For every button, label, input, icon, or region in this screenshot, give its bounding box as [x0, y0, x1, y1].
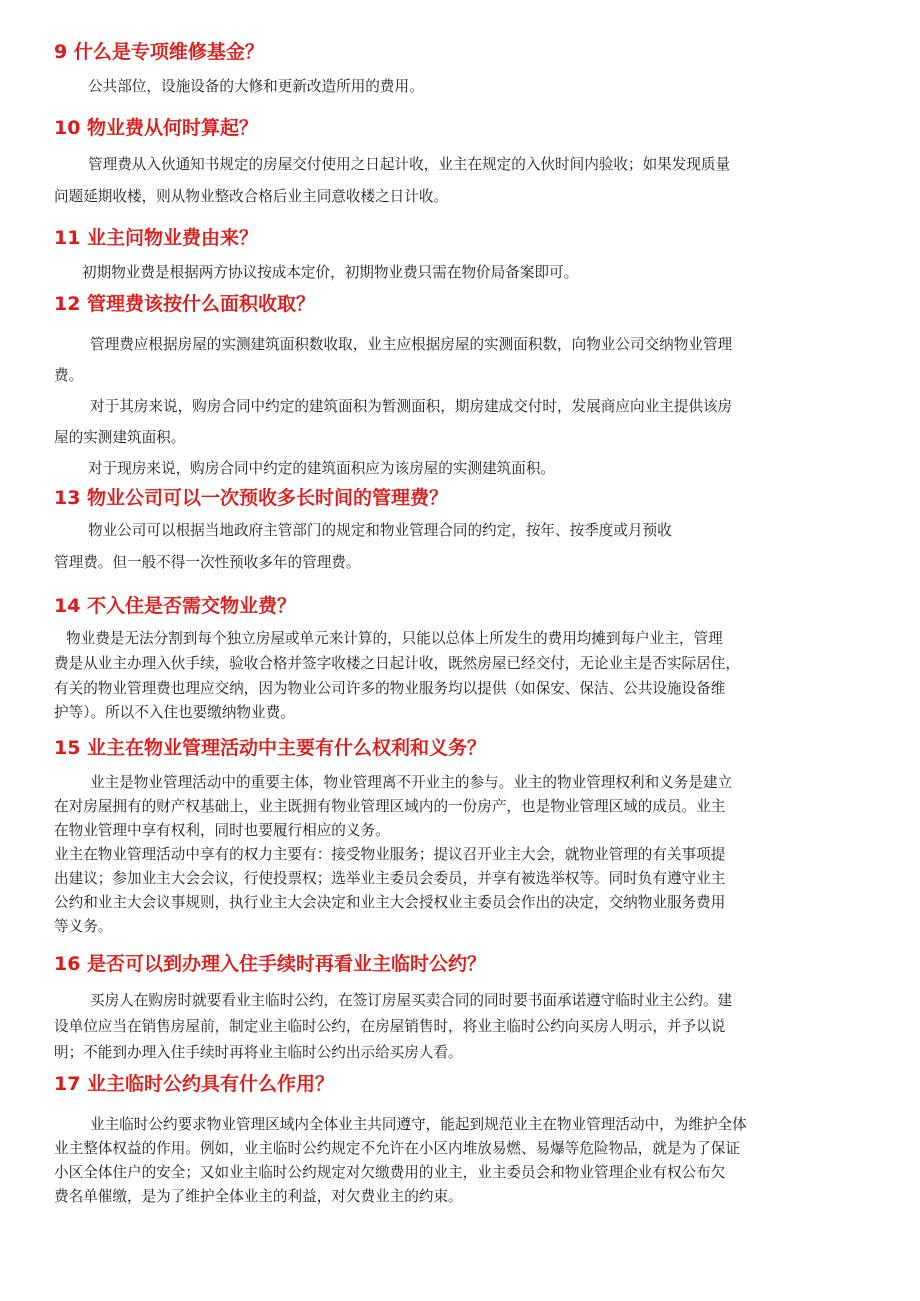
answer-line: 出建议；参加业主大会会议，行使投票权；选举业主委员会委员，并享有被选举权等。同时负有遵守业主: [54, 870, 726, 887]
answer-line: 管理费应根据房屋的实测建筑面积数收取，业主应根据房屋的实测面积数，向物业公司交纳物业管理: [90, 336, 733, 353]
answer-line: 有关的物业管理费也理应交纳，因为物业公司许多的物业服务均以提供（如保安、保洁、公共设施设备维: [54, 680, 726, 697]
answer-line: 小区全体住户的安全；又如业主临时公约规定对欠缴费用的业主，业主委员会和物业管理企业有权公布欠: [54, 1164, 726, 1181]
question-heading-16: 16 是否可以到办理入住手续时再看业主临时公约？: [54, 953, 487, 975]
answer-line: 公共部位，设施设备的大修和更新改造所用的费用。: [88, 78, 424, 95]
answer-line: 业主在物业管理活动中享有的权力主要有：接受物业服务；提议召开业主大会，就物业管理的有关事项提: [54, 846, 726, 863]
question-heading-11: 11 业主问物业费由来？: [54, 227, 259, 249]
answer-line: 物业费是无法分割到每个独立房屋或单元来计算的，只能以总体上所发生的费用均摊到每户业主，管理: [66, 630, 723, 647]
answer-line: 费名单催缴，是为了维护全体业主的利益，对欠费业主的约束。: [54, 1188, 463, 1205]
answer-line: 护等）。所以不入住也要缴纳物业费。: [54, 704, 295, 721]
answer-line: 在对房屋拥有的财产权基础上，业主既拥有物业管理区域内的一份房产，也是物业管理区域的成员。业主: [54, 798, 726, 815]
answer-line: 管理费。但一般不得一次性预收多年的管理费。: [54, 554, 361, 571]
answer-line: 公约和业主大会议事规则，执行业主大会决定和业主大会授权业主委员会作出的决定，交纳物业服务费用: [54, 894, 726, 911]
answer-line: 屋的实测建筑面积。: [54, 429, 186, 446]
answer-line: 业主是物业管理活动中的重要主体，物业管理离不开业主的参与。业主的物业管理权利和义务是建立: [90, 774, 733, 791]
answer-line: 对于现房来说，购房合同中约定的建筑面积应为该房屋的实测建筑面积。: [88, 460, 556, 477]
answer-line: 初期物业费是根据两方协议按成本定价，初期物业费只需在物价局备案即可。: [82, 264, 579, 281]
answer-line: 明；不能到办理入住手续时再将业主临时公约出示给买房人看。: [54, 1044, 463, 1061]
answer-line: 管理费从入伙通知书规定的房屋交付使用之日起计收，业主在规定的入伙时间内验收；如果发现质量: [88, 156, 731, 173]
question-heading-15: 15 业主在物业管理活动中主要有什么权利和义务？: [54, 737, 487, 759]
answer-line: 设单位应当在销售房屋前，制定业主临时公约，在房屋销售时，将业主临时公约向买房人明示，并予以说: [54, 1018, 726, 1035]
answer-line: 业主整体权益的作用。例如，业主临时公约规定不允许在小区内堆放易燃、易爆等危险物品，就是为了保证: [54, 1140, 740, 1157]
question-heading-14: 14 不入住是否需交物业费？: [54, 595, 297, 617]
answer-line: 业主临时公约要求物业管理区域内全体业主共同遵守，能起到规范业主在物业管理活动中，为维护全体: [90, 1116, 747, 1133]
answer-line: 对于其房来说，购房合同中约定的建筑面积为暂测面积，期房建成交付时，发展商应向业主提供该房: [90, 398, 733, 415]
answer-line: 问题延期收楼，则从物业整改合格后业主同意收楼之日计收。: [54, 188, 449, 205]
answer-line: 买房人在购房时就要看业主临时公约，在签订房屋买卖合同的同时要书面承诺遵守临时业主公约。建: [90, 992, 733, 1009]
answer-line: 物业公司可以根据当地政府主管部门的规定和物业管理合同的约定，按年、按季度或月预收: [88, 522, 672, 539]
answer-line: 费是从业主办理入伙手续，验收合格并签字收楼之日起计收，既然房屋已经交付，无论业主是否实际居住，: [54, 655, 740, 672]
question-heading-9: 9 什么是专项维修基金？: [54, 41, 264, 63]
question-heading-17: 17 业主临时公约具有什么作用？: [54, 1073, 335, 1095]
answer-line: 等义务。: [54, 918, 113, 935]
question-heading-13: 13 物业公司可以一次预收多长时间的管理费？: [54, 487, 449, 509]
answer-line: 费。: [54, 367, 84, 384]
question-heading-10: 10 物业费从何时算起？: [54, 117, 259, 139]
answer-line: 在物业管理中享有权利，同时也要履行相应的义务。: [54, 822, 390, 839]
question-heading-12: 12 管理费该按什么面积收取？: [54, 293, 316, 315]
